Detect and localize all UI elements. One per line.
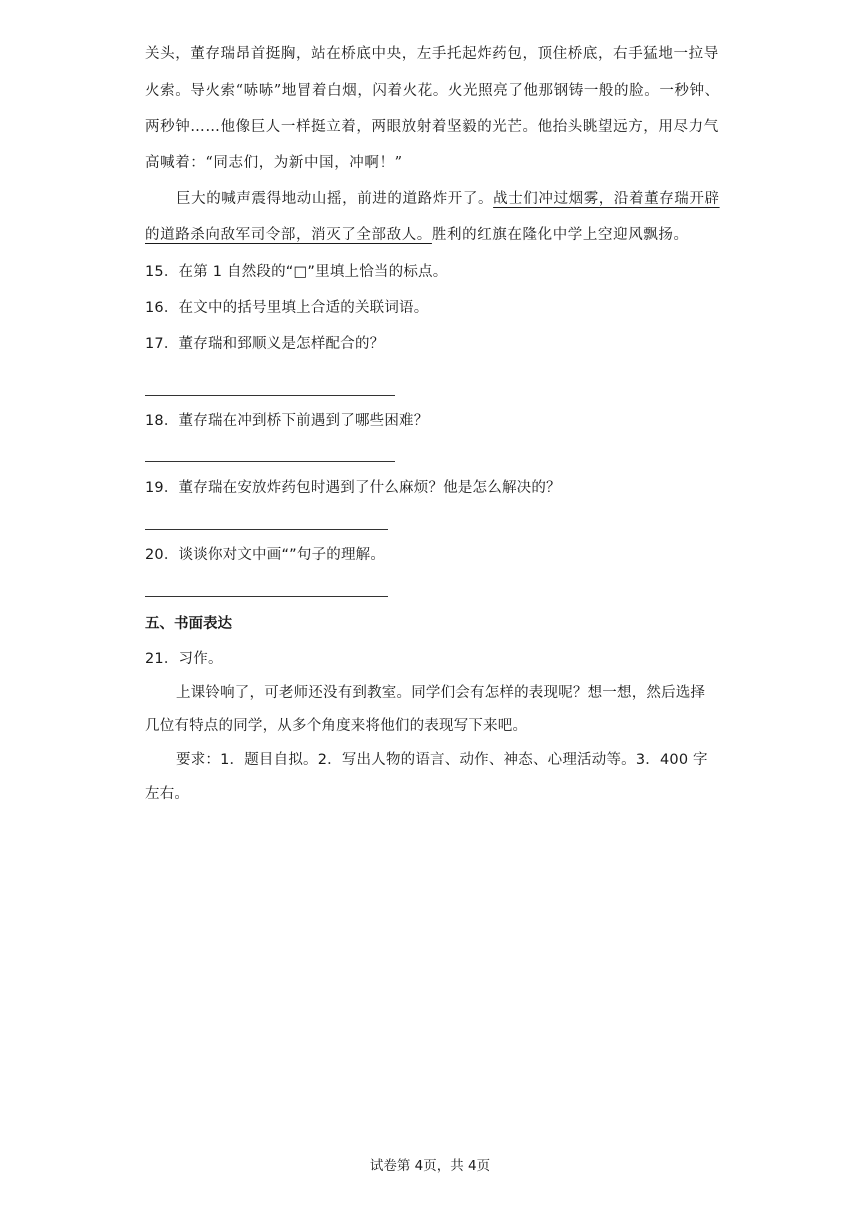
passage-p2-line-1 [176, 189, 720, 209]
passage-p2-ending-text: 胜利的红旗在隆化中学上空迎风飘扬。 [431, 227, 689, 243]
requirements-line-2: 左右。 [145, 786, 190, 802]
passage-p2-plain-text: 巨大的喊声震得地动山摇，前进的道路炸开了。 [176, 191, 494, 207]
passage-p2-line-2 [145, 225, 689, 245]
passage-line-4: 高喊着：“同志们，为新中国，冲啊！” [145, 155, 403, 171]
passage-line-3: 两秒钟……他像巨人一样挺立着，两眼放射着坚毅的光芒。他抬头眺望远方，用尽力气 [145, 119, 719, 135]
question-19: 19．董存瑞在安放炸药包时遇到了什么麻烦？他是怎么解决的？ [145, 480, 561, 496]
underlined-sentence-part-1: 战士们冲过烟雾，沿着董存瑞开辟 [493, 191, 720, 207]
answer-line-17[interactable] [145, 395, 395, 396]
page-footer: 试卷第 4页，共 4页 [369, 1158, 491, 1174]
writing-prompt-line-1: 上课铃响了，可老师还没有到教室。同学们会有怎样的表现呢？想一想，然后选择 [176, 685, 706, 701]
question-20: 20．谈谈你对文中画“”句子的理解。 [145, 547, 386, 563]
answer-line-20[interactable] [145, 596, 388, 597]
passage-line-2: 火索。导火索“哧哧”地冒着白烟，闪着火花。火光照亮了他那钢铸一般的脸。一秒钟、 [145, 83, 720, 99]
writing-prompt-line-2: 几位有特点的同学，从多个角度来将他们的表现写下来吧。 [145, 718, 528, 734]
passage-line-1: 关头，董存瑞昂首挺胸，站在桥底中央，左手托起炸药包，顶住桥底，右手猛地一拉导 [145, 46, 719, 62]
requirements-line-1: 要求：1．题目自拟。2．写出人物的语言、动作、神态、心理活动等。3．400 字 [176, 752, 708, 768]
question-15: 15．在第 1 自然段的“□”里填上恰当的标点。 [145, 264, 448, 280]
answer-line-19[interactable] [145, 529, 388, 530]
answer-line-18[interactable] [145, 461, 395, 462]
question-16: 16．在文中的括号里填上合适的关联词语。 [145, 300, 429, 316]
question-21: 21．习作。 [145, 651, 223, 667]
section-heading: 五、书面表达 [145, 616, 232, 632]
underlined-sentence-part-2: 的道路杀向敌军司令部，消灭了全部敌人。 [145, 227, 432, 243]
question-18: 18．董存瑞在冲到桥下前遇到了哪些困难？ [145, 413, 429, 429]
question-17: 17．董存瑞和郅顺义是怎样配合的？ [145, 336, 385, 352]
